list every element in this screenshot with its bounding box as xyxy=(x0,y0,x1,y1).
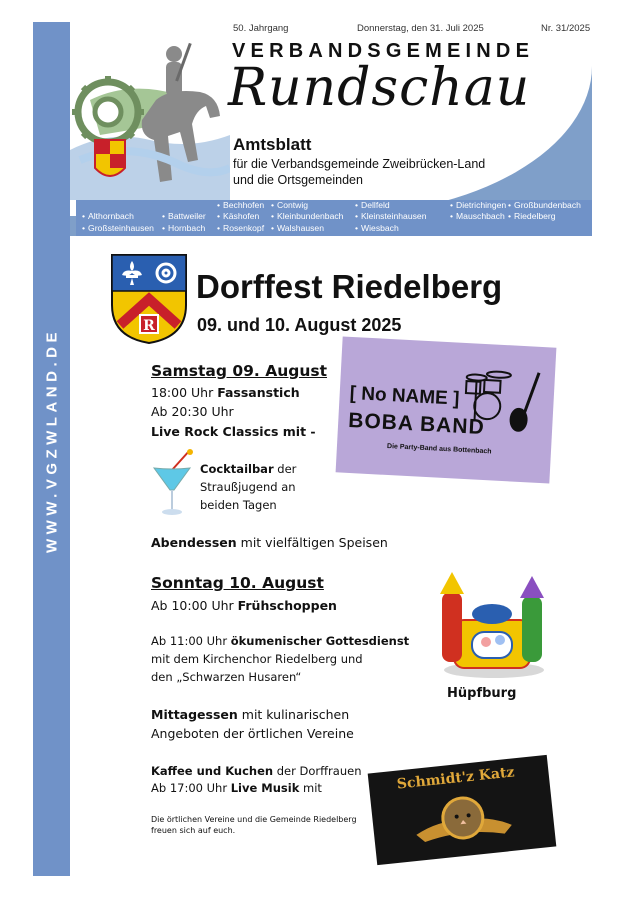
time-text: Ab 17:00 Uhr xyxy=(151,781,231,795)
saturday-line-1 xyxy=(151,385,300,400)
bouncy-castle-icon xyxy=(434,570,554,680)
fassanstich-text: Fassanstich xyxy=(217,385,300,400)
lion-emblem-icon xyxy=(408,785,518,858)
sidebar-url[interactable]: WWW.VGZWLAND.DE xyxy=(43,328,61,553)
town-item: • Contwig xyxy=(271,200,308,210)
hupfburg-caption: Hüpfburg xyxy=(447,686,517,701)
town-item: • Kleinbundenbach xyxy=(271,211,343,221)
cocktail-glass-icon xyxy=(150,448,198,518)
dinner-line xyxy=(151,535,388,550)
footer-line-2: freuen sich auf euch. xyxy=(151,826,236,835)
town-item: • Bechhofen xyxy=(217,200,264,210)
cocktailbar-text: Cocktailbar xyxy=(200,462,274,476)
fruehschoppen-text: Frühschoppen xyxy=(237,598,337,613)
cocktail-line-3: beiden Tagen xyxy=(200,498,277,512)
town-item: • Riedelberg xyxy=(508,211,556,221)
event-dates: 09. und 10. August 2025 xyxy=(197,315,402,335)
time-text: Ab 11:00 Uhr xyxy=(151,634,231,648)
issue-date: Donnerstag, den 31. Juli 2025 xyxy=(357,23,484,34)
header-illustration xyxy=(70,40,230,200)
issue-number: Nr. 31/2025 xyxy=(541,23,591,34)
masthead-verbandsgemeinde: VERBANDSGEMEINDE xyxy=(232,40,535,62)
town-item: • Mauschbach xyxy=(450,211,505,221)
masthead-rundschau: Rundschau xyxy=(228,58,531,118)
sidebar xyxy=(33,22,70,876)
time-text: Ab 10:00 Uhr xyxy=(151,598,238,613)
gottesdienst-text: ökumenischer Gottesdienst xyxy=(230,634,410,648)
event-title: Dorffest Riedelberg xyxy=(196,268,503,305)
town-item: • Dellfeld xyxy=(355,200,390,210)
abendessen-text: Abendessen xyxy=(151,535,237,550)
town-item: • Rosenkopf xyxy=(217,223,264,233)
amtsblatt-subtitle-1: für die Verbandsgemeinde Zweibrücken-Land xyxy=(233,157,486,171)
town-item: • Althornbach xyxy=(82,211,134,221)
town-item: • Dietrichingen xyxy=(450,200,506,210)
municipal-crest-icon xyxy=(95,140,125,176)
band-name-line-2: BOBA BAND xyxy=(347,408,486,440)
sunday-line-3: mit dem Kirchenchor Riedelberg und xyxy=(151,652,363,666)
music-rest-text: mit xyxy=(299,781,322,795)
amtsblatt-subtitle-2: und die Ortsgemeinden xyxy=(233,173,363,187)
katz-poster xyxy=(368,755,557,865)
lunch-rest-text: mit kulinarischen xyxy=(237,707,350,722)
crest-letter: R xyxy=(143,318,155,334)
volume-label: 50. Jahrgang xyxy=(233,23,289,34)
mittagessen-text: Mittagessen xyxy=(151,707,238,722)
town-item: • Walshausen xyxy=(271,223,324,233)
amtsblatt-heading: Amtsblatt xyxy=(233,135,312,154)
footer-line-1: Die örtlichen Vereine und die Gemeinde Riedelberg xyxy=(151,815,357,824)
town-item: • Käshofen xyxy=(217,211,259,221)
town-item: • Battweiler xyxy=(162,211,206,221)
band-name-line-1: [ No NAME ] xyxy=(349,382,460,410)
band-subtitle: Die Party-Band aus Bottenbach xyxy=(386,442,492,456)
time-text: 18:00 Uhr xyxy=(151,385,218,400)
town-item: • Großsteinhausen xyxy=(82,223,154,233)
band-poster xyxy=(336,336,557,483)
music-line xyxy=(151,781,322,795)
saturday-line-2: Ab 20:30 Uhr xyxy=(151,404,234,419)
katz-title: Schmidt'z Katz xyxy=(396,764,516,793)
town-item: • Hornbach xyxy=(162,223,205,233)
sunday-line-4: den „Schwarzen Husaren“ xyxy=(151,670,302,684)
live-musik-text: Live Musik xyxy=(230,781,300,795)
sunday-heading: Sonntag 10. August xyxy=(151,574,324,592)
sunday-line-2 xyxy=(151,634,409,648)
coffee-line xyxy=(151,764,361,778)
town-item: • Kleinsteinhausen xyxy=(355,211,426,221)
town-item: • Wiesbach xyxy=(355,223,399,233)
kaffee-text: Kaffee und Kuchen xyxy=(151,764,274,778)
coffee-rest-text: der Dorffrauen xyxy=(273,764,362,778)
cocktail-line-1 xyxy=(200,462,296,476)
lunch-line-2: Angeboten der örtlichen Vereine xyxy=(151,726,354,741)
dinner-rest-text: mit vielfältigen Speisen xyxy=(236,535,388,550)
lunch-line-1 xyxy=(151,707,349,722)
sunday-line-1 xyxy=(151,598,337,613)
saturday-line-3: Live Rock Classics mit - xyxy=(151,424,316,439)
cocktail-line-2: Straußjugend an xyxy=(200,480,296,494)
cocktail-rest-text: der xyxy=(273,462,297,476)
riedelberg-crest-icon xyxy=(110,253,188,345)
town-item: • Großbundenbach xyxy=(508,200,581,210)
saturday-heading: Samstag 09. August xyxy=(151,362,328,380)
towns-bar xyxy=(76,200,592,236)
